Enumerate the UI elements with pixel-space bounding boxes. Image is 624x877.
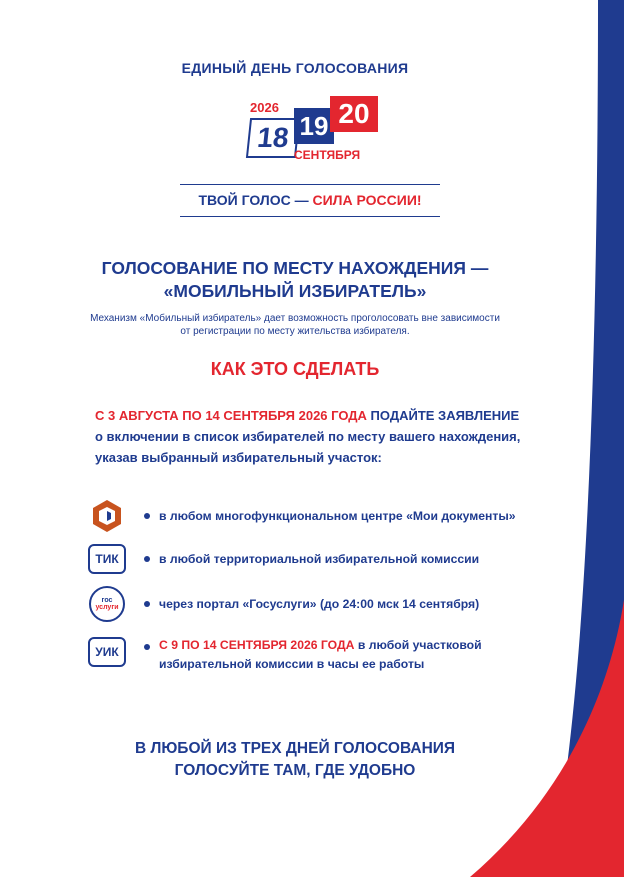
description-line-2: от регистрации по месту жительства избирателя. — [180, 326, 410, 337]
option-gosuslugi-text: через портал «Госуслуги» (до 24:00 мск 14 сентября) — [159, 596, 480, 611]
logo-year: 2026 — [250, 100, 279, 115]
slogan — [180, 192, 440, 208]
footer-line-1: В ЛЮБОЙ ИЗ ТРЕХ ДНЕЙ ГОЛОСОВАНИЯ — [134, 740, 456, 757]
bullet — [144, 556, 150, 562]
intro-line-3: указав выбранный избирательный участок: — [95, 450, 382, 465]
footer-line-2: ГОЛОСУЙТЕ ТАМ, ГДЕ УДОБНО — [174, 762, 416, 779]
option-mfc — [86, 500, 556, 532]
logo-month: СЕНТЯБРЯ — [294, 148, 361, 162]
bullet — [144, 601, 150, 607]
uik-dates: С 9 ПО 14 СЕНТЯБРЯ 2026 ГОДА — [159, 638, 355, 652]
logo-day-18: 18 — [246, 118, 300, 158]
intro-line-2: о включении в список избирателей по месту вашего нахождения, — [95, 429, 521, 444]
gosuslugi-icon-line-1: гос — [101, 597, 113, 604]
intro-action: ПОДАЙТЕ ЗАЯВЛЕНИЕ — [366, 408, 520, 423]
uik-badge: УИК — [88, 637, 126, 667]
logo-day-20: 20 — [330, 96, 378, 132]
title-line-2: «МОБИЛЬНЫЙ ИЗБИРАТЕЛЬ» — [163, 281, 427, 301]
tik-icon-wrap — [86, 543, 128, 575]
option-mfc-text: в любом многофункциональном центре «Мои документы» — [159, 508, 516, 523]
slogan-part-1: ТВОЙ ГОЛОС — — [198, 192, 313, 208]
uik-text-2: избирательной комиссии в часы ее работы — [159, 657, 425, 671]
gosuslugi-icon-wrap — [86, 588, 128, 620]
election-date-logo — [242, 96, 387, 171]
divider-bottom — [180, 216, 440, 217]
option-gosuslugi — [86, 588, 556, 620]
mfc-icon — [86, 500, 128, 532]
how-to-title: КАК ЭТО СДЕЛАТЬ — [210, 359, 380, 379]
title-line-1: ГОЛОСОВАНИЕ ПО МЕСТУ НАХОЖДЕНИЯ — — [101, 258, 489, 278]
page-title — [0, 257, 590, 303]
intro-dates: С 3 АВГУСТА ПО 14 СЕНТЯБРЯ 2026 ГОДА — [95, 408, 367, 423]
tik-badge: ТИК — [88, 544, 126, 574]
intro-text — [95, 405, 545, 468]
description — [90, 312, 500, 338]
divider-top — [180, 184, 440, 185]
description-line-1: Механизм «Мобильный избиратель» дает возможность проголосовать вне зависимости — [90, 313, 500, 324]
footer-callout — [0, 738, 590, 782]
logo-day-19: 19 — [294, 108, 334, 144]
gosuslugi-icon — [89, 586, 125, 622]
uik-icon-wrap — [86, 636, 128, 668]
slogan-part-2: СИЛА РОССИИ! — [312, 192, 422, 208]
uik-text-1: в любой участковой — [354, 638, 482, 652]
gosuslugi-icon-line-2: услуги — [95, 604, 119, 611]
option-uik — [86, 636, 556, 674]
header-title: ЕДИНЫЙ ДЕНЬ ГОЛОСОВАНИЯ — [181, 60, 409, 76]
bullet — [144, 513, 150, 519]
option-tik-text: в любой территориальной избирательной комиссии — [159, 551, 480, 566]
option-tik — [86, 543, 556, 575]
bullet — [144, 644, 150, 650]
option-uik-text — [159, 636, 482, 674]
